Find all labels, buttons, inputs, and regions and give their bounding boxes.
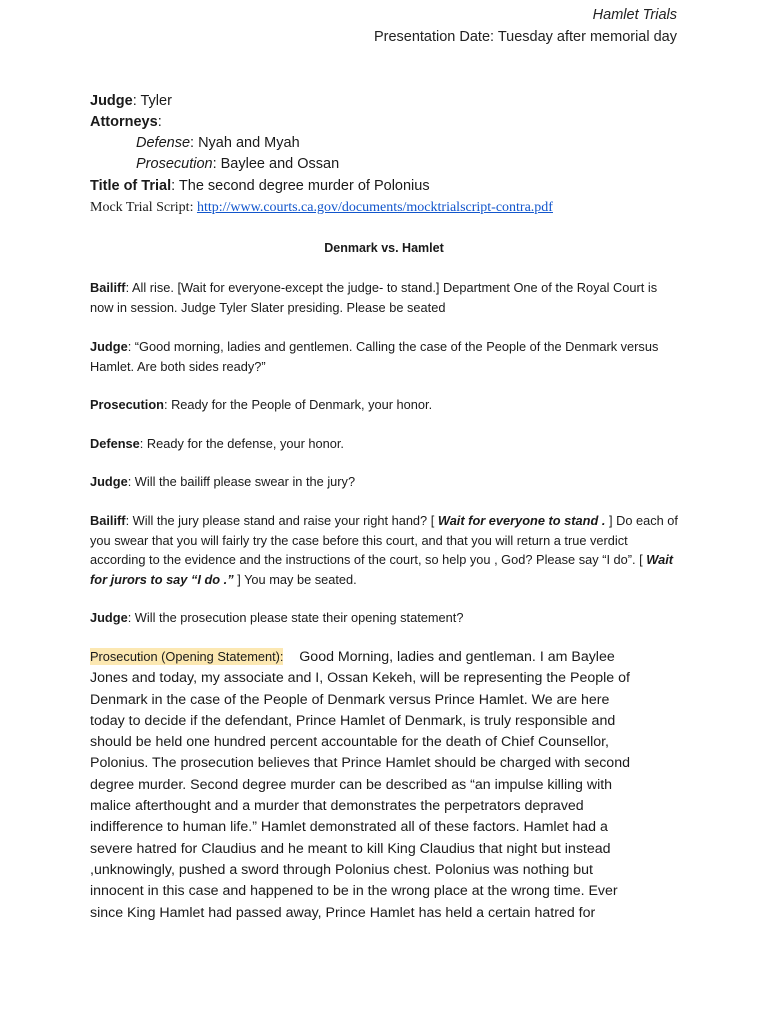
defense-line bbox=[136, 135, 300, 151]
opening-text: Good Morning, ladies and gentleman. I am Baylee bbox=[299, 649, 615, 665]
header-date: Presentation Date: Tuesday after memorial day bbox=[373, 29, 677, 45]
stage-direction: Wait for everyone to stand . bbox=[437, 513, 606, 528]
speaker-label: Judge bbox=[90, 474, 128, 489]
script-paragraph bbox=[90, 434, 680, 454]
speech-text: : Ready for the defense, your honor. bbox=[139, 436, 344, 451]
opening-line: malice afterthought and a murder that demonstrates the perpetrators depraved bbox=[90, 798, 584, 815]
speaker-label: Judge bbox=[90, 339, 128, 354]
script-paragraph bbox=[90, 511, 680, 589]
prosecution-line bbox=[136, 156, 339, 172]
opening-line: today to decide if the defendant, Prince Hamlet of Denmark, is truly responsible and bbox=[90, 712, 616, 729]
script-link[interactable]: http://www.courts.ca.gov/documents/mocktrialscript-contra.pdf bbox=[196, 200, 553, 215]
defense-value: : Nyah and Myah bbox=[190, 135, 300, 151]
trial-label: Title of Trial bbox=[90, 178, 172, 194]
speech-text: ] You may be seated. bbox=[233, 571, 357, 587]
header-title: Hamlet Trials bbox=[592, 7, 677, 23]
speech-text: : Ready for the People of Denmark, your honor. bbox=[163, 397, 433, 412]
opening-statement bbox=[90, 646, 680, 924]
judge-line bbox=[90, 93, 172, 109]
opening-line bbox=[90, 646, 680, 668]
speech-text: : Will the prosecution please state their opening statement? bbox=[127, 610, 464, 625]
attorneys-label: Attorneys bbox=[90, 114, 158, 130]
script-paragraph bbox=[90, 395, 680, 415]
speech-text: : Will the jury please stand and raise your right hand? [ bbox=[125, 513, 438, 528]
attorneys-line bbox=[90, 114, 162, 130]
script-line bbox=[90, 200, 553, 216]
opening-label-highlight: Prosecution (Opening Statement): bbox=[90, 649, 284, 664]
opening-line: Jones and today, my associate and I, Ossan Kekeh, will be representing the People of bbox=[90, 670, 630, 687]
prosecution-value: : Baylee and Ossan bbox=[212, 156, 340, 172]
speaker-label: Defense bbox=[90, 436, 140, 451]
stage-direction: Wait for jurors to say “I do .” bbox=[90, 552, 674, 587]
trial-value: : The second degree murder of Polonius bbox=[171, 178, 430, 194]
case-title: Denmark vs. Hamlet bbox=[324, 241, 444, 255]
opening-line: Polonius. The prosecution believes that Prince Hamlet should be charged with second bbox=[90, 755, 630, 772]
speech-text: : “Good morning, ladies and gentlemen. Calling the case of the People of the Denmark versus Hamlet. Are both sides ready?” bbox=[90, 339, 659, 374]
speaker-label: Prosecution bbox=[90, 397, 164, 412]
script-paragraph bbox=[90, 337, 680, 376]
opening-line: since King Hamlet had passed away, Prince Hamlet has held a certain hatred for bbox=[90, 904, 596, 921]
attorneys-colon: : bbox=[157, 114, 162, 130]
opening-line: severe hatred for Claudius and he meant to kill King Claudius that night but instead bbox=[90, 840, 611, 857]
speaker-label: Judge bbox=[90, 610, 128, 625]
speech-text: : All rise. [Wait for everyone-except the judge- to stand.] Department One of the Royal Court is now in session. Judge Tyler Slater presiding. Please be seated bbox=[90, 280, 658, 315]
speaker-label: Bailiff bbox=[90, 513, 126, 528]
script-label: Mock Trial Script: bbox=[90, 200, 197, 215]
judge-label: Judge bbox=[90, 93, 133, 109]
speech-text: ] Do each of you swear that you will fairly try the case before this court, and that you will return a true verdict according to the evidence and the instructions of the court, so help you , God? Please say “I do”. [ bbox=[90, 513, 678, 567]
speaker-label: Bailiff bbox=[90, 280, 126, 295]
speech-text: : Will the bailiff please swear in the jury? bbox=[127, 474, 356, 489]
defense-label: Defense bbox=[136, 135, 191, 151]
opening-line: innocent in this case and happened to be in the wrong place at the wrong time. Ever bbox=[90, 883, 618, 900]
opening-line: indifference to human life.” Hamlet demonstrated all of these factors. Hamlet had a bbox=[90, 819, 608, 836]
judge-value: : Tyler bbox=[132, 93, 172, 109]
opening-line: ,unknowingly, pushed a sword through Polonius chest. Polonius was nothing but bbox=[90, 861, 593, 878]
opening-line: should be held one hundred percent accountable for the death of Chief Counsellor, bbox=[90, 734, 609, 751]
script-paragraph bbox=[90, 608, 680, 628]
script-paragraph bbox=[90, 278, 680, 317]
script-paragraph bbox=[90, 472, 680, 492]
trial-title-line bbox=[90, 178, 430, 194]
opening-line: Denmark in the case of the People of Denmark versus Prince Hamlet. We are here bbox=[90, 691, 610, 708]
prosecution-label: Prosecution bbox=[136, 156, 213, 172]
opening-line: degree murder. Second degree murder can be described as “an impulse killing with bbox=[90, 776, 613, 793]
